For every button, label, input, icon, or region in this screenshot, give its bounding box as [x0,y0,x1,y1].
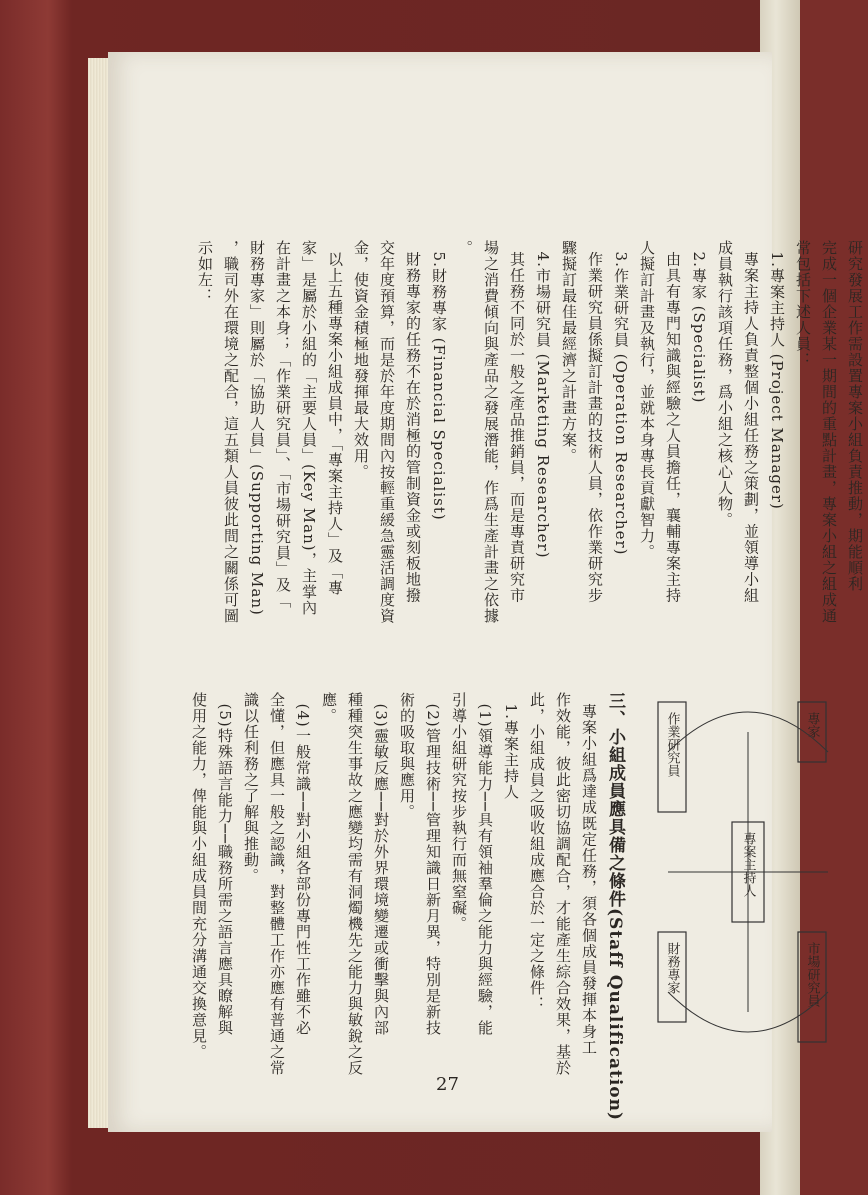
text-line: 應。 [320,692,338,724]
text-line: 。 [456,240,474,256]
text-line: 2.專家 (Specialist) [690,240,708,404]
text-line: 金，使資金積極地發揮最大效用。 [352,240,370,480]
center-label: 專案主持人 [740,832,756,897]
text-line: 全懂，但應具一般之認識，對整體工作亦應有普通之常 [268,692,286,1076]
text-line: 場之消費傾向與產品之發展潛能，作爲生產計畫之依據 [482,240,500,624]
text-line: (1)領導能力──具有領袖羣倫之能力與經驗，能 [476,692,494,1036]
text-line: 常包括下述人員： [794,240,812,368]
text-line: 家」是屬於小組的「主要人員」(Key Man)，主掌內 [300,240,318,616]
text-line: 示如左： [196,240,214,304]
text-line: 由具有專門知識與經驗之人員擔任，襄輔專案主持 [664,240,682,604]
text-line: 作效能，彼此密切協調配合，才能產生綜合效果，基於 [554,692,572,1076]
text-line: (2)管理技術──管理知識日新月異，特別是新技 [424,692,442,1036]
text-line: 術的吸取與應用。 [398,692,416,820]
text-line: (3)靈敏反應──對於外界環境變遷或衝擊與內部 [372,692,390,1036]
text-line: 研究發展工作需設置專案小組負責推動，期能順利 [846,240,864,592]
text-line: ，職司外在環境之配合，這五類人員彼此間之關係可圖 [222,240,240,624]
text-line: 1.專案主持人 [502,692,520,800]
text-line: 以上五種專案小組成員中，「專案主持人」及「專 [326,240,344,597]
text-line: 財務專家的任務不在於消極的管制資金或刻板地撥 [404,240,422,604]
lower-text-block [186,692,628,1132]
bottom-label: 財務專家 [664,942,680,994]
text-line: 完成一個企業某一期間的重點計畫，專案小組之組成通 [820,240,838,624]
text-line: 財務專家」則屬於「協助人員」(Supporting Man) [248,240,266,616]
text-line: (4)一般常識──對小組各部份專門性工作雖不必 [294,692,312,1036]
upper-text-block [192,240,868,670]
text-line: 種種突生事故之應變均需有洞燭機先之能力與敏銳之反 [346,692,364,1076]
text-line: 識以任利務之了解與推動。 [242,692,260,884]
top-label: 專家 [804,712,820,738]
text-line: 人擬訂計畫及執行，並就本身專長貢獻智力。 [638,240,656,560]
text-line: (5)特殊語言能力──職務所需之語言應具瞭解與 [216,692,234,1036]
text-line: 3.作業研究員 (Operation Researcher) [612,240,630,556]
text-line: 成員執行該項任務，爲小組之核心人物。 [716,240,734,528]
text-line: 其任務不同於一般之產品推銷員，而是專責研究市 [508,240,526,604]
text-line: 作業研究員係擬訂計畫的技術人員，依作業研究步 [586,240,604,604]
text-line: 4.市場研究員 (Marketing Researcher) [534,240,552,559]
text-line: 使用之能力，俾能與小組成員間充分溝通交換意見。 [190,692,208,1060]
left-label: 作業研究員 [664,712,680,777]
text-line: 5.財務專家 (Financial Specialist) [430,240,448,521]
text-line: 專案主持人負責整個小組任務之策劃，並領導小組 [742,240,760,604]
text-line: 專案小組爲達成既定任務，須各個成員發揮本身工 [580,692,598,1056]
text-line: 交年度預算，而是於年度期間內按輕重緩急靈活調度資 [378,240,396,624]
text-line: 此，小組成員之吸收組成應合於一定之條件： [528,692,546,1012]
text-line: 在計畫之本身；「作業研究員」、「市場研究員」及「 [274,240,292,609]
staff-relationship-diagram [648,692,848,1052]
book-page [108,52,864,1132]
text-line: 1.專案主持人 (Project Manager) [768,240,786,510]
section-heading: 三、小組成員應具備之條件(Staff Qualification) [605,692,625,1122]
page-number: 27 [436,1074,459,1095]
text-line: 驟擬訂最佳最經濟之計畫方案。 [560,240,578,464]
text-line: 引導小組研究按步執行而無窒礙。 [450,692,468,932]
right-label: 市場研究員 [804,942,820,1007]
